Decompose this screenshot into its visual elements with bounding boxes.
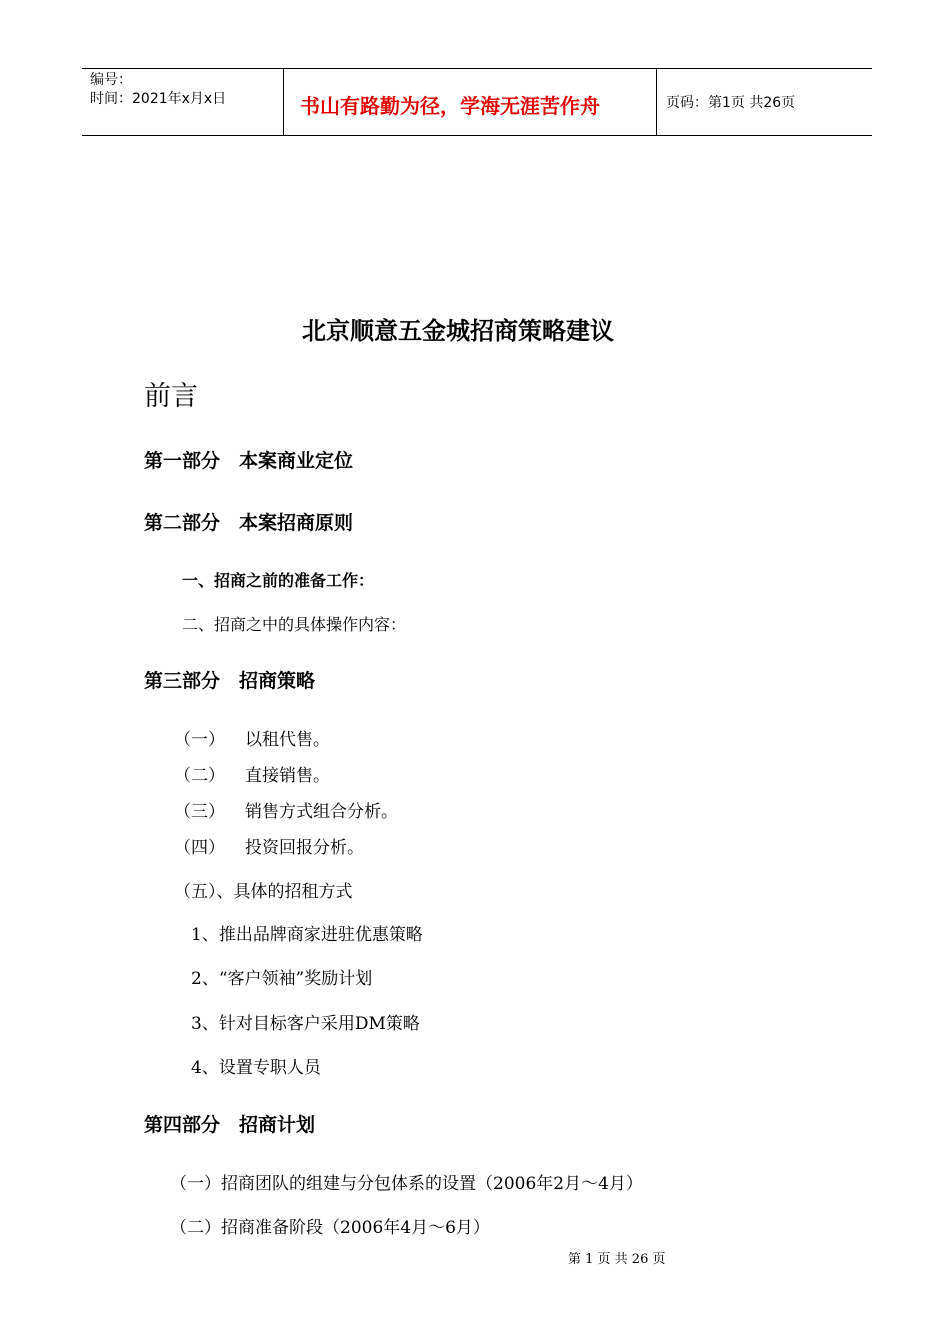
part3-subitem: 2、“客户领袖”奖励计划 [191, 969, 373, 989]
part3-item-text: 以租代售。 [245, 730, 330, 750]
part3-item-text: 直接销售。 [245, 766, 330, 786]
part2-item-2: 二、招商之中的具体操作内容： [182, 615, 407, 634]
header-date-label: 时间：2021年x月x日 [90, 91, 227, 107]
header-bottom-rule [82, 135, 872, 136]
part3-item-num: （四） [174, 838, 225, 858]
page-footer: 第 1 页 共 26 页 [568, 1252, 666, 1267]
part4-item-1: （一）招商团队的组建与分包体系的设置（2006年2月～4月） [170, 1174, 643, 1194]
part2-heading: 第二部分 本案招商原则 [144, 512, 354, 534]
part3-item-5: （五）、具体的招租方式 [174, 882, 353, 902]
part3-item-text: 投资回报分析。 [245, 838, 364, 858]
part3-item-num: （三） [174, 802, 225, 822]
part3-subitem: 3、针对目标客户采用DM策略 [191, 1014, 420, 1034]
page-title: 北京顺意五金城招商策略建议 [302, 317, 614, 345]
foreword-heading: 前言 [144, 381, 198, 412]
part3-subitem: 4、设置专职人员 [191, 1058, 321, 1078]
part3-item-num: （二） [174, 766, 225, 786]
header-divider-right [656, 68, 657, 135]
part3-item-num: （一） [174, 730, 225, 750]
header-motto: 书山有路勤为径，学海无涯苦作舟 [300, 94, 600, 118]
part3-heading: 第三部分 招商策略 [144, 670, 316, 692]
part2-item-1: 一、招商之前的准备工作： [182, 571, 375, 590]
header-divider-left [283, 68, 284, 135]
part4-heading: 第四部分 招商计划 [144, 1114, 316, 1136]
part1-heading: 第一部分 本案商业定位 [144, 450, 354, 472]
header-top-rule [82, 68, 872, 69]
part3-subitem: 1、推出品牌商家进驻优惠策略 [191, 925, 423, 945]
header-page-label: 页码：第1页 共26页 [666, 95, 796, 111]
header-number-label: 编号： [90, 72, 132, 88]
part4-item-2: （二）招商准备阶段（2006年4月～6月） [170, 1218, 490, 1238]
part3-item-text: 销售方式组合分析。 [245, 802, 398, 822]
